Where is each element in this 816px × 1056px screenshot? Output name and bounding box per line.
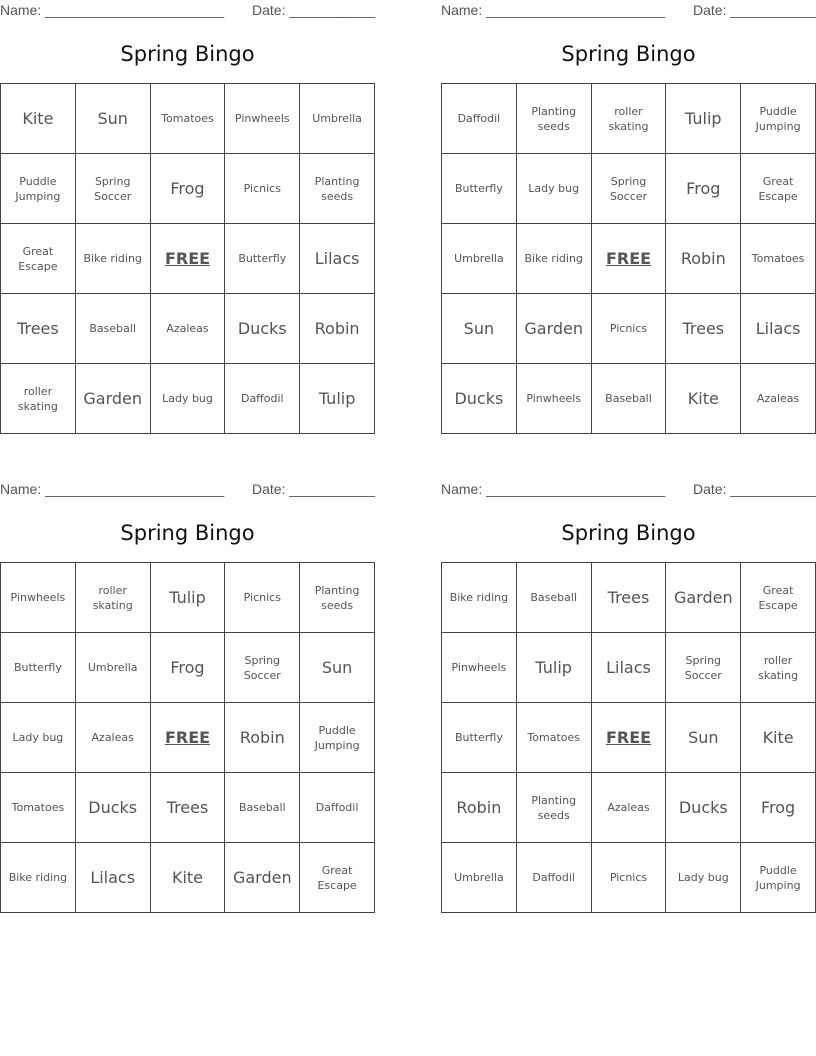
bingo-cell: Robin	[225, 703, 300, 773]
bingo-cell: Tulip	[300, 364, 375, 434]
date-field[interactable]: Date: ___________	[252, 481, 375, 497]
bingo-cell: Picnics	[592, 843, 667, 913]
bingo-cell: roller skating	[76, 563, 151, 633]
name-field[interactable]: Name: _______________________	[441, 481, 666, 497]
bingo-card-1	[0, 0, 375, 435]
bingo-cell: Spring Soccer	[666, 633, 741, 703]
date-field[interactable]: Date: ___________	[693, 481, 816, 497]
bingo-cell: Baseball	[592, 364, 667, 434]
bingo-cell: Azaleas	[741, 364, 816, 434]
bingo-cell: Tomatoes	[741, 224, 816, 294]
bingo-cell: Frog	[666, 154, 741, 224]
card-title: Spring Bingo	[561, 42, 696, 66]
bingo-cell: Bike riding	[1, 843, 76, 913]
bingo-cell: Sun	[76, 84, 151, 154]
bingo-cell: Ducks	[666, 773, 741, 843]
bingo-cell: Great Escape	[741, 563, 816, 633]
bingo-cell: Pinwheels	[442, 633, 517, 703]
bingo-cell: Azaleas	[76, 703, 151, 773]
bingo-cell: Pinwheels	[225, 84, 300, 154]
bingo-cell: Lilacs	[741, 294, 816, 364]
bingo-grid	[441, 83, 816, 434]
bingo-cell: Picnics	[225, 563, 300, 633]
bingo-cell: Umbrella	[442, 843, 517, 913]
bingo-cell: Planting seeds	[300, 154, 375, 224]
bingo-cell: Butterfly	[1, 633, 76, 703]
bingo-cell: Robin	[666, 224, 741, 294]
bingo-cell: Frog	[741, 773, 816, 843]
bingo-cell: Baseball	[76, 294, 151, 364]
bingo-cell: Garden	[225, 843, 300, 913]
bingo-cell: Daffodil	[442, 84, 517, 154]
name-date-bar	[0, 0, 375, 20]
bingo-cell: roller skating	[741, 633, 816, 703]
bingo-cell: Sun	[442, 294, 517, 364]
date-field[interactable]: Date: ___________	[252, 2, 375, 18]
bingo-cell: Frog	[151, 633, 226, 703]
bingo-cell: Puddle Jumping	[1, 154, 76, 224]
bingo-cell: Daffodil	[517, 843, 592, 913]
bingo-grid	[441, 562, 816, 913]
bingo-cell: Baseball	[225, 773, 300, 843]
bingo-cell: Picnics	[592, 294, 667, 364]
bingo-card-3	[0, 479, 375, 914]
bingo-cell: Puddle Jumping	[300, 703, 375, 773]
bingo-cell: Lady bug	[666, 843, 741, 913]
bingo-cell: Daffodil	[225, 364, 300, 434]
bingo-cell: Butterfly	[442, 154, 517, 224]
bingo-cell: Planting seeds	[300, 563, 375, 633]
bingo-cell: Puddle Jumping	[741, 843, 816, 913]
bingo-cell: Lady bug	[1, 703, 76, 773]
bingo-cell: Spring Soccer	[225, 633, 300, 703]
bingo-cell: Garden	[76, 364, 151, 434]
bingo-cell: Planting seeds	[517, 84, 592, 154]
bingo-cell: Azaleas	[592, 773, 667, 843]
bingo-cell: Sun	[300, 633, 375, 703]
free-space-cell: FREE	[151, 703, 226, 773]
bingo-cell: roller skating	[592, 84, 667, 154]
bingo-cell: roller skating	[1, 364, 76, 434]
name-date-bar	[441, 0, 816, 20]
bingo-cell: Tulip	[151, 563, 226, 633]
free-space-cell: FREE	[592, 703, 667, 773]
name-field[interactable]: Name: _______________________	[441, 2, 666, 18]
name-date-bar	[441, 479, 816, 499]
bingo-cell: Tulip	[666, 84, 741, 154]
card-title: Spring Bingo	[561, 521, 696, 545]
bingo-cell: Lady bug	[517, 154, 592, 224]
bingo-cell: Spring Soccer	[592, 154, 667, 224]
bingo-cell: Ducks	[225, 294, 300, 364]
bingo-cell: Garden	[517, 294, 592, 364]
bingo-cell: Azaleas	[151, 294, 226, 364]
bingo-cell: Kite	[1, 84, 76, 154]
bingo-cell: Pinwheels	[1, 563, 76, 633]
bingo-grid	[0, 562, 375, 913]
card-title: Spring Bingo	[120, 42, 255, 66]
free-space-cell: FREE	[592, 224, 667, 294]
bingo-cell: Great Escape	[300, 843, 375, 913]
bingo-cell: Tomatoes	[517, 703, 592, 773]
bingo-cell: Trees	[592, 563, 667, 633]
bingo-cell: Trees	[1, 294, 76, 364]
bingo-cell: Puddle Jumping	[741, 84, 816, 154]
bingo-cell: Trees	[666, 294, 741, 364]
bingo-cell: Picnics	[225, 154, 300, 224]
bingo-cell: Kite	[151, 843, 226, 913]
name-field[interactable]: Name: _______________________	[0, 481, 225, 497]
bingo-cell: Great Escape	[1, 224, 76, 294]
bingo-cell: Tulip	[517, 633, 592, 703]
bingo-cell: Garden	[666, 563, 741, 633]
bingo-cell: Ducks	[442, 364, 517, 434]
card-title: Spring Bingo	[120, 521, 255, 545]
bingo-cell: Bike riding	[76, 224, 151, 294]
bingo-cell: Bike riding	[442, 563, 517, 633]
name-date-bar	[0, 479, 375, 499]
bingo-cell: Lilacs	[300, 224, 375, 294]
bingo-cell: Tomatoes	[1, 773, 76, 843]
bingo-cell: Butterfly	[225, 224, 300, 294]
bingo-cell: Kite	[666, 364, 741, 434]
bingo-cell: Kite	[741, 703, 816, 773]
date-field[interactable]: Date: ___________	[693, 2, 816, 18]
bingo-grid	[0, 83, 375, 434]
bingo-cell: Umbrella	[300, 84, 375, 154]
bingo-cell: Frog	[151, 154, 226, 224]
bingo-cell: Tomatoes	[151, 84, 226, 154]
bingo-cell: Lady bug	[151, 364, 226, 434]
bingo-cell: Robin	[442, 773, 517, 843]
bingo-cell: Umbrella	[76, 633, 151, 703]
bingo-cell: Spring Soccer	[76, 154, 151, 224]
bingo-cell: Trees	[151, 773, 226, 843]
bingo-cell: Pinwheels	[517, 364, 592, 434]
bingo-cell: Lilacs	[76, 843, 151, 913]
bingo-cell: Baseball	[517, 563, 592, 633]
bingo-card-4	[441, 479, 816, 914]
bingo-cell: Lilacs	[592, 633, 667, 703]
bingo-cell: Sun	[666, 703, 741, 773]
bingo-card-2	[441, 0, 816, 435]
bingo-cell: Umbrella	[442, 224, 517, 294]
bingo-cell: Daffodil	[300, 773, 375, 843]
free-space-cell: FREE	[151, 224, 226, 294]
bingo-cell: Robin	[300, 294, 375, 364]
bingo-cell: Planting seeds	[517, 773, 592, 843]
bingo-cell: Ducks	[76, 773, 151, 843]
name-field[interactable]: Name: _______________________	[0, 2, 225, 18]
bingo-cell: Great Escape	[741, 154, 816, 224]
bingo-cell: Bike riding	[517, 224, 592, 294]
bingo-cell: Butterfly	[442, 703, 517, 773]
